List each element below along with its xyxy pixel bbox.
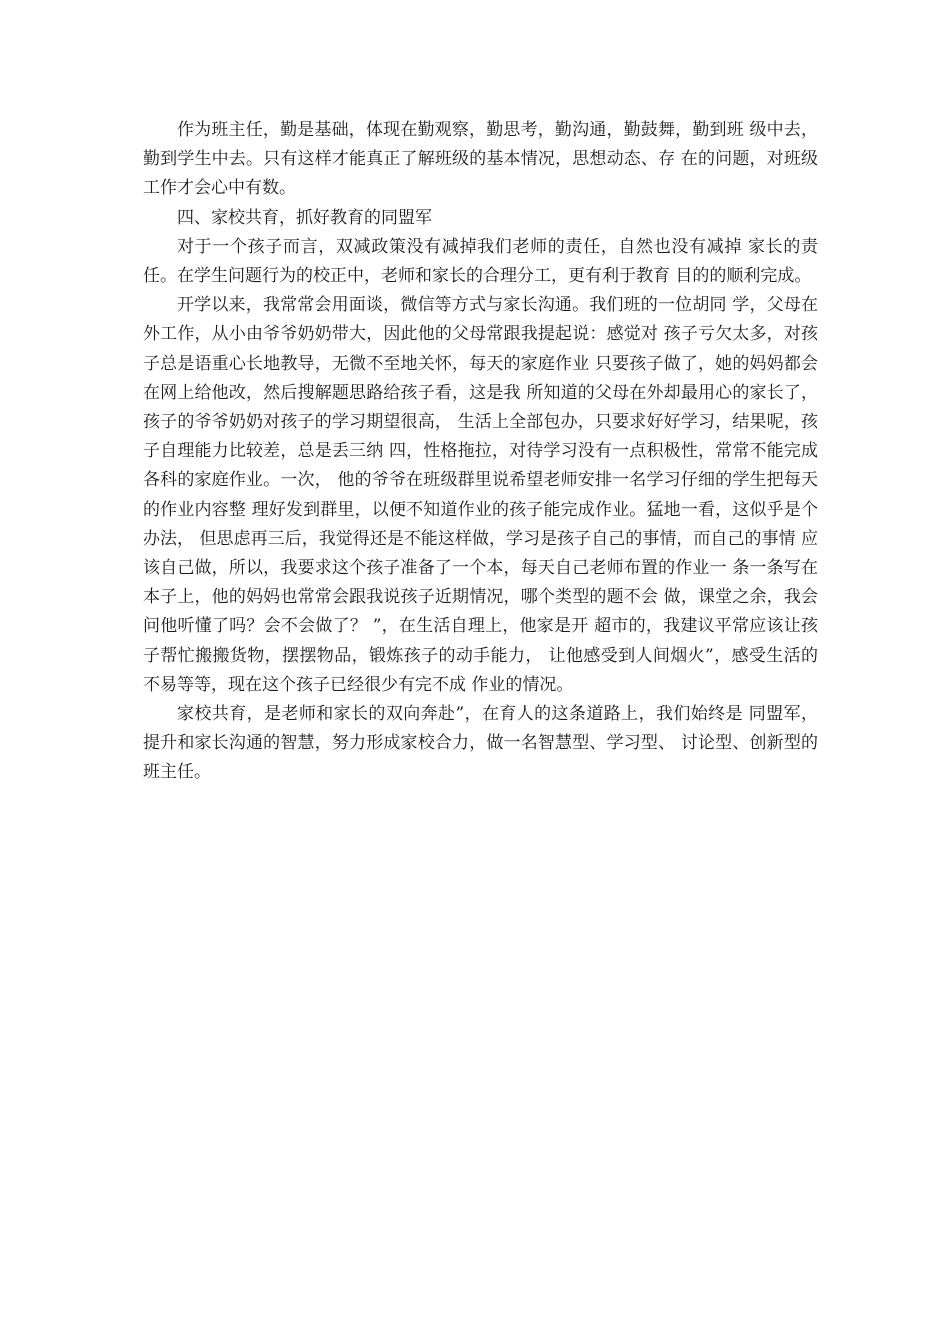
paragraph-conclusion: 家校共育，是老师和家长的双向奔赴”，在育人的这条道路上，我们始终是 同盟军，提升和家长沟通的智慧，努力形成家校合力，做一名智慧型、学习型、 讨论型、创新型的班主任。	[143, 704, 818, 783]
document-body	[143, 116, 818, 788]
paragraph-double-reduction: 对于一个孩子而言，双减政策没有减掉我们老师的责任，自然也没有减掉 家长的责任。在学生问题行为的校正中，老师和家长的合理分工，更有利于教育 目的的顺利完成。	[143, 236, 818, 287]
paragraph-case-story: 开学以来，我常常会用面谈，微信等方式与家长沟通。我们班的一位胡同 学，父母在外工作，从小由爷爷奶奶带大，因此他的父母常跟我提起说：感觉对 孩子亏欠太多，对孩子总是语重心长地教导，无微不至地关怀，每天的家庭作业 只要孩子做了，她的妈妈都会在网上给他改，然后搜解题思路给孩子看，这是我 所知道的父母在外却最用心的家长了，孩子的爷爷奶奶对孩子的学习期望很高， 生活上全部包办，只要求好好学习，结果呢，孩子自理能力比较差，总是丢三纳 四，性格拖拉，对待学习没有一点积极性，常常不能完成各科的家庭作业。一次， 他的爷爷在班级群里说希望老师安排一名学习仔细的学生把每天的作业内容整 理好发到群里，以便不知道作业的孩子能完成作业。猛地一看，这似乎是个办法， 但思虑再三后，我觉得还是不能这样做，学习是孩子自己的事情，而自己的事情 应该自己做，所以，我要求这个孩子准备了一个本，每天自己老师布置的作业一 条一条写在本子上，他的妈妈也常常会跟我说孩子近期情况，哪个类型的题不会 做，课堂之余，我会问他听懂了吗？会不会做了？ ”，在生活自理上，他家是开 超市的，我建议平常应该让孩子帮忙搬搬货物，摆摆物品，锻炼孩子的动手能力， 让他感受到人间烟火”，感受生活的不易等等，现在这个孩子已经很少有完不成 作业的情况。	[143, 295, 818, 695]
paragraph-diligence: 作为班主任，勤是基础，体现在勤观察，勤思考，勤沟通，勤鼓舞，勤到班 级中去，勤到学生中去。只有这样才能真正了解班级的基本情况，思想动态、存 在的问题，对班级工作才会心中有数。	[143, 120, 818, 199]
section-heading-home-school: 四、家校共育，抓好教育的同盟军	[177, 207, 432, 228]
